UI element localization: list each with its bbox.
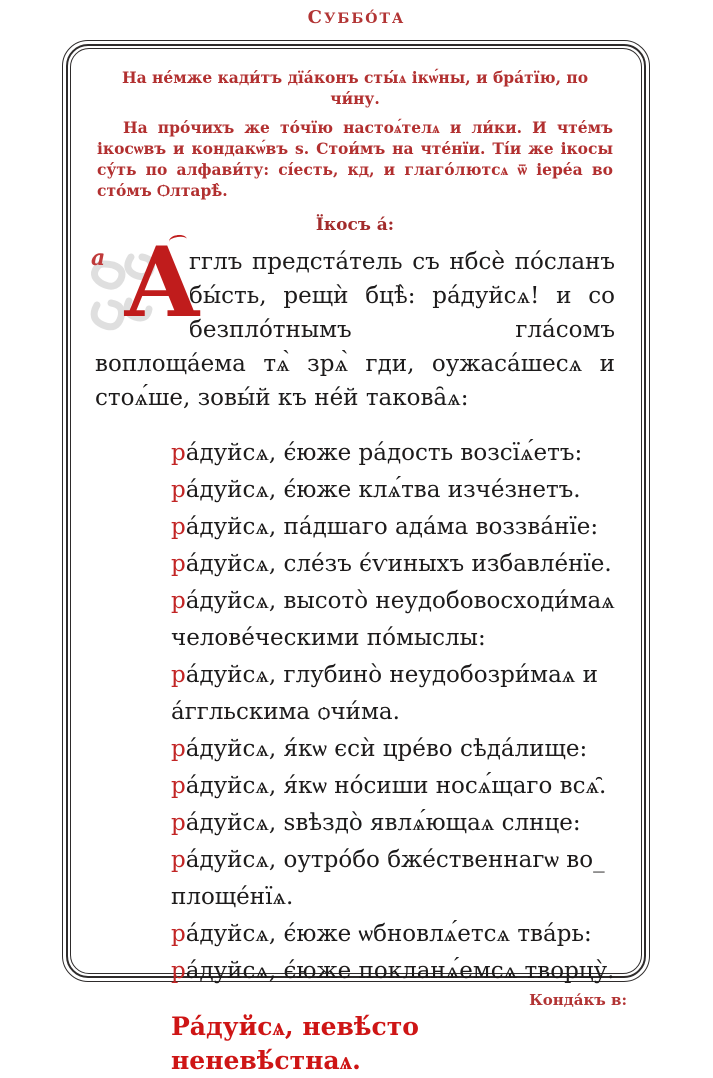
chaire-line: ра́дуйсѧ, я́кѡ єсѝ цре́во сѣда́лище: (171, 736, 588, 762)
chaire-line: ра́дуйсѧ, є́юже клѧ́тва изче́знетъ. (171, 477, 581, 503)
chaire-list (171, 435, 617, 990)
chaire-line: ра́дуйсѧ, па́дшаго ада́ма воззва́нїе: (171, 514, 599, 540)
dropcap-box (91, 226, 202, 341)
chaire-line: ра́дуйсѧ, є́юже покланѧ́емсѧ творцу̀. (171, 958, 615, 984)
ikos-opening-paragraph (91, 226, 615, 415)
chaire-line: ра́дуйсѧ, оутро́бо бже́ственнагѡ во_ площе́нїѧ. (171, 847, 605, 910)
rubric-censing-instruction: На не́мже кади́тъ дїа́конъ сты́ѧ ікѡ́ны, и бра́тїю, по чи́ну. (121, 68, 589, 108)
catchword-kontakion-2: Конда́къ в: (529, 991, 627, 1009)
running-head-saturday: СУББО́ТА (307, 7, 406, 28)
dropcap-letter-az: А (123, 226, 202, 339)
ikos-1-heading: Їкосъ а́: (315, 215, 395, 235)
chaire-line: ра́дуйсѧ, я́кѡ но́сиши носѧ́щаго всѧ̑. (171, 773, 607, 799)
chaire-line: ра́дуйсѧ, ѕвѣздо̀ явлѧ́ющаѧ слнце: (171, 810, 581, 836)
refrain-line: Ра́дуйсѧ, невѣ́сто неневѣ́стнаѧ. (171, 1012, 419, 1075)
ikos-opening-text: гглъ предста́тель съ нбсѐ по́сланъ бы́сть, рещѝ бцѣ̀: ра́дуйсѧ! и со безпло́тнымъ гла́сомъ воплоща́ема тѧ̀ зрѧ̀ гди, оужаса́шесѧ и стоѧ́ше, зовы́й къ не́й такова̑ѧ: (95, 249, 615, 411)
chaire-line: ра́дуйсѧ, сле́зъ є́ѵиныхъ избавле́нїе. (171, 551, 612, 577)
chaire-line: ра́дуйсѧ, глубино̀ неудобозри́маѧ и а́ггльскима ѻчи́ма. (171, 662, 598, 725)
chaire-line: ра́дуйсѧ, высото̀ неудобовосходи́маѧ челове́ческими по́мыслы: (171, 588, 615, 651)
rubric-reading-instruction: На про́чихъ же то́чїю настоѧ́телѧ и ли́ки. И чте́мъ ікосѡвъ и кондакѡ́въ ѕ. Стои́мъ на чте́нїи. Ті́и же ікосы су́ть по алфави́ту: сі́есть, кд, и глаго́лютсѧ ѿ іере́а во сто́мъ Ѻлтарѣ̀. (97, 118, 613, 200)
dropcap-gloss-letter: а (91, 245, 106, 271)
chaire-line: ра́дуйсѧ, є́юже ѡбновлѧ́етсѧ тва́рь: (171, 921, 592, 947)
chaire-line: ра́дуйсѧ, є́юже ра́дость возсїѧ́етъ: (171, 440, 583, 466)
